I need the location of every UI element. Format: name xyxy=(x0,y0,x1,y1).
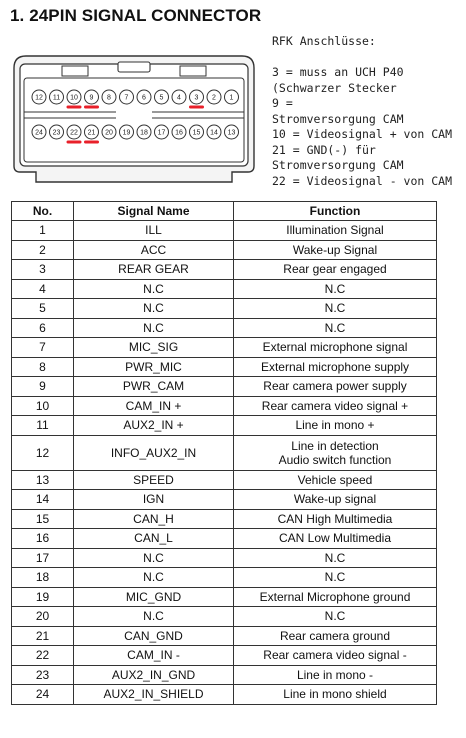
pin-number-cell: 23 xyxy=(12,665,74,685)
function-text: Rear camera power supply xyxy=(263,379,407,394)
pin-label: 16 xyxy=(175,129,183,137)
table-row xyxy=(12,490,437,510)
function-cell xyxy=(234,646,437,666)
pin-label: 5 xyxy=(159,94,164,102)
pin-label: 2 xyxy=(212,94,216,102)
header-no: No. xyxy=(12,202,74,221)
pin-number-cell: 6 xyxy=(12,318,74,338)
pin-label: 20 xyxy=(105,129,113,137)
pin-number-cell: 17 xyxy=(12,548,74,568)
pin-number-cell: 11 xyxy=(12,416,74,436)
note-line: RFK Anschlüsse: xyxy=(272,34,376,48)
table-row xyxy=(12,240,437,260)
pin-label: 8 xyxy=(107,94,111,102)
function-text: Illumination Signal xyxy=(286,223,384,238)
note-line: 9 = xyxy=(272,96,293,110)
signal-name-cell: IGN xyxy=(74,490,234,510)
function-cell xyxy=(234,490,437,510)
pin-label: 23 xyxy=(52,129,61,137)
signal-name-cell: AUX2_IN + xyxy=(74,416,234,436)
connector-key-right xyxy=(180,66,206,76)
table-row xyxy=(12,299,437,319)
function-cell xyxy=(234,318,437,338)
pin-number-cell: 4 xyxy=(12,279,74,299)
function-text: N.C xyxy=(324,550,346,565)
pin-label: 1 xyxy=(229,94,234,102)
pin-number-cell: 9 xyxy=(12,377,74,397)
connector-key-left xyxy=(62,66,88,76)
signal-name-cell: REAR GEAR xyxy=(74,260,234,280)
table-row xyxy=(12,665,437,685)
pin-label: 4 xyxy=(177,94,181,102)
note-line xyxy=(272,50,452,66)
function-cell xyxy=(234,416,437,436)
table-header-row xyxy=(12,202,437,221)
signal-name-cell: CAN_H xyxy=(74,509,234,529)
signal-name-cell: PWR_MIC xyxy=(74,357,234,377)
function-cell xyxy=(234,509,437,529)
function-text: External Microphone ground xyxy=(259,589,411,604)
pin-number-cell: 14 xyxy=(12,490,74,510)
header-signal-name: Signal Name xyxy=(74,202,234,221)
table-row xyxy=(12,607,437,627)
notes-block xyxy=(272,34,452,189)
table-row xyxy=(12,338,437,358)
pin-table xyxy=(11,201,437,705)
function-text: N.C xyxy=(324,609,346,624)
function-text: N.C xyxy=(324,281,346,296)
table-row xyxy=(12,626,437,646)
signal-name-cell: MIC_SIG xyxy=(74,338,234,358)
function-text: Rear camera video signal - xyxy=(263,648,407,663)
signal-name-cell: ILL xyxy=(74,221,234,241)
signal-name-cell: N.C xyxy=(74,548,234,568)
pin-label: 9 xyxy=(89,94,94,102)
function-text: N.C xyxy=(324,570,346,585)
function-cell xyxy=(234,665,437,685)
function-cell xyxy=(234,221,437,241)
function-cell xyxy=(234,260,437,280)
pin-label: 3 xyxy=(194,94,199,102)
table-row xyxy=(12,587,437,607)
function-text: CAN Low Multimedia xyxy=(278,531,392,546)
function-text: Line in mono - xyxy=(296,667,374,682)
pin-label: 7 xyxy=(124,94,129,102)
signal-name-cell: N.C xyxy=(74,318,234,338)
pin-label: 24 xyxy=(35,129,43,137)
pin-label: 21 xyxy=(87,129,96,137)
pin-number-cell: 12 xyxy=(12,435,74,470)
pin-number-cell: 24 xyxy=(12,685,74,705)
signal-name-cell: SPEED xyxy=(74,470,234,490)
signal-name-cell: CAM_IN + xyxy=(74,396,234,416)
function-cell xyxy=(234,587,437,607)
function-text: CAN High Multimedia xyxy=(277,511,393,526)
note-line: Stromversorgung CAM xyxy=(272,111,404,126)
function-text: N.C xyxy=(324,301,346,316)
connector-latch xyxy=(118,62,150,72)
table-row xyxy=(12,470,437,490)
table-row xyxy=(12,396,437,416)
header-function: Function xyxy=(234,202,437,221)
table-row xyxy=(12,548,437,568)
table-row xyxy=(12,529,437,549)
function-text: Rear gear engaged xyxy=(283,262,387,277)
function-cell xyxy=(234,548,437,568)
pin-label: 14 xyxy=(210,129,218,137)
function-cell xyxy=(234,357,437,377)
function-cell xyxy=(234,338,437,358)
table-row xyxy=(12,221,437,241)
function-text: External microphone supply xyxy=(260,359,410,374)
signal-name-cell: N.C xyxy=(74,607,234,627)
pin-number-cell: 7 xyxy=(12,338,74,358)
function-text: Wake-up signal xyxy=(293,492,377,507)
note-line: 21 = GND(-) für xyxy=(272,142,376,157)
pin-number-cell: 20 xyxy=(12,607,74,627)
connector-diagram xyxy=(6,48,262,190)
function-cell xyxy=(234,299,437,319)
pin-number-cell: 5 xyxy=(12,299,74,319)
function-cell xyxy=(234,279,437,299)
signal-name-cell: CAN_GND xyxy=(74,626,234,646)
function-cell xyxy=(234,240,437,260)
function-cell xyxy=(234,529,437,549)
note-line: 22 = Videosignal - von CAM xyxy=(272,173,453,188)
function-cell xyxy=(234,626,437,646)
pin-label: 12 xyxy=(35,94,43,102)
table-row xyxy=(12,357,437,377)
table-row xyxy=(12,646,437,666)
table-row xyxy=(12,685,437,705)
pin-number-cell: 2 xyxy=(12,240,74,260)
pin-label: 13 xyxy=(227,129,236,137)
pin-number-cell: 19 xyxy=(12,587,74,607)
function-text: Line in mono + xyxy=(295,418,375,433)
pin-number-cell: 13 xyxy=(12,470,74,490)
table-row xyxy=(12,377,437,397)
table-row xyxy=(12,318,437,338)
signal-name-cell: ACC xyxy=(74,240,234,260)
function-cell xyxy=(234,470,437,490)
table-row xyxy=(12,279,437,299)
function-cell xyxy=(234,435,437,470)
signal-name-cell: CAM_IN - xyxy=(74,646,234,666)
pin-number-cell: 16 xyxy=(12,529,74,549)
pin-number-cell: 8 xyxy=(12,357,74,377)
pin-number-cell: 1 xyxy=(12,221,74,241)
function-text-secondary: Audio switch function xyxy=(278,452,392,467)
function-text: Line in detection xyxy=(291,438,379,453)
pin-number-cell: 10 xyxy=(12,396,74,416)
note-line: 3 = muss an UCH P40 xyxy=(272,65,404,79)
note-line: (Schwarzer Stecker xyxy=(272,80,397,95)
pin-label: 19 xyxy=(122,129,131,137)
function-text: N.C xyxy=(324,320,346,335)
table-row xyxy=(12,435,437,470)
function-cell xyxy=(234,568,437,588)
pin-label: 10 xyxy=(70,94,78,102)
pin-label: 6 xyxy=(142,94,146,102)
signal-name-cell: N.C xyxy=(74,299,234,319)
function-text: External microphone signal xyxy=(262,340,408,355)
function-text: Line in mono shield xyxy=(283,687,387,702)
page-title: 1. 24PIN SIGNAL CONNECTOR xyxy=(10,6,262,25)
function-cell xyxy=(234,607,437,627)
signal-name-cell: MIC_GND xyxy=(74,587,234,607)
pin-number-cell: 22 xyxy=(12,646,74,666)
function-cell xyxy=(234,685,437,705)
function-cell xyxy=(234,396,437,416)
pin-label: 22 xyxy=(70,129,78,137)
table-row xyxy=(12,260,437,280)
signal-name-cell: INFO_AUX2_IN xyxy=(74,435,234,470)
function-cell xyxy=(234,377,437,397)
function-text: Rear camera video signal + xyxy=(261,398,409,413)
pin-number-cell: 3 xyxy=(12,260,74,280)
pin-number-cell: 18 xyxy=(12,568,74,588)
signal-name-cell: N.C xyxy=(74,279,234,299)
pin-label: 18 xyxy=(140,129,148,137)
function-text: Rear camera ground xyxy=(279,628,391,643)
note-line: 10 = Videosignal + von CAM xyxy=(272,127,453,141)
pin-number-cell: 15 xyxy=(12,509,74,529)
table-row xyxy=(12,568,437,588)
table-row xyxy=(12,509,437,529)
pin-label: 17 xyxy=(157,129,166,137)
pin-label: 15 xyxy=(192,129,201,137)
signal-name-cell: AUX2_IN_GND xyxy=(74,665,234,685)
signal-name-cell: CAN_L xyxy=(74,529,234,549)
function-text: Wake-up Signal xyxy=(292,242,378,257)
table-row xyxy=(12,416,437,436)
pin-label: 11 xyxy=(52,94,61,102)
signal-name-cell: PWR_CAM xyxy=(74,377,234,397)
signal-name-cell: N.C xyxy=(74,568,234,588)
function-text: Vehicle speed xyxy=(297,472,373,487)
note-line: Stromversorgung CAM xyxy=(272,158,404,172)
pin-number-cell: 21 xyxy=(12,626,74,646)
signal-name-cell: AUX2_IN_SHIELD xyxy=(74,685,234,705)
